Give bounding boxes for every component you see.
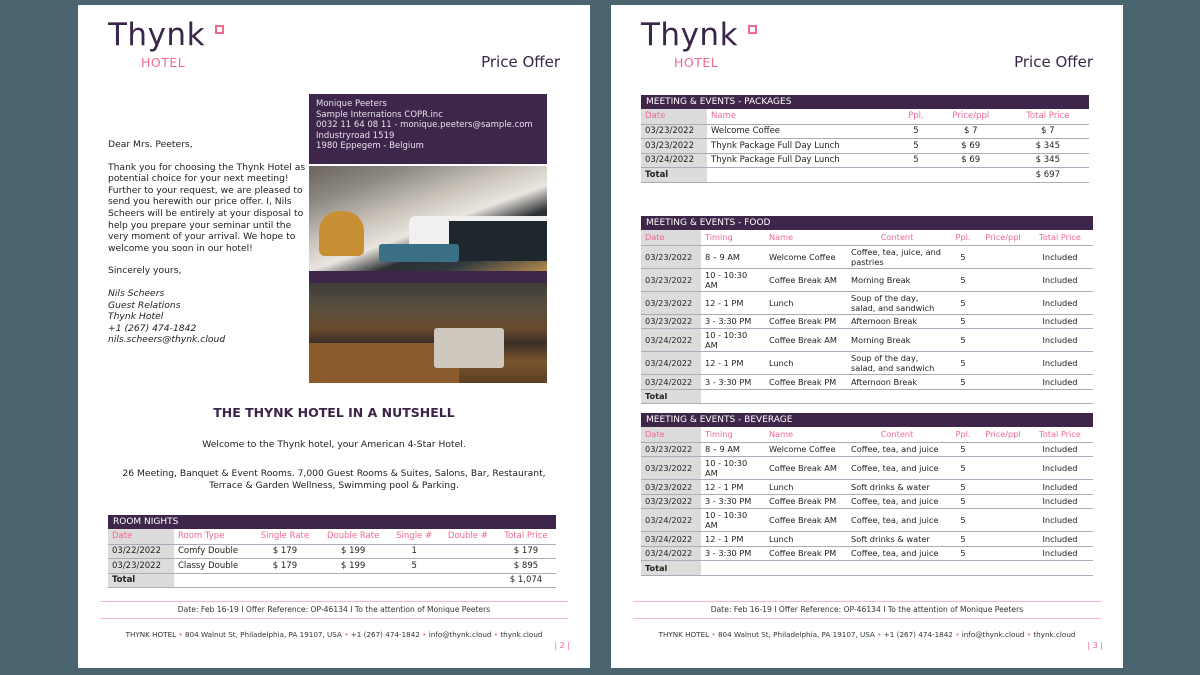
table-row [641, 375, 1093, 390]
table-cell: Welcome Coffee [765, 442, 847, 457]
signature-phone: +1 (267) 474-1842 [108, 322, 197, 334]
signature-email[interactable]: nils.scheers@thynk.cloud [108, 334, 226, 346]
table-cell: Ppl. [947, 427, 979, 442]
footer-website-link[interactable]: thynk.cloud [1033, 630, 1076, 639]
beverage-table [641, 413, 1093, 576]
document-title: Price Offer [1014, 53, 1093, 71]
table-cell: Included [1027, 291, 1093, 314]
table-row [641, 139, 1089, 154]
logo-wordmark: Thynk [641, 17, 739, 53]
table-cell: $ 345 [1007, 139, 1089, 154]
table-cell: $ 7 [935, 124, 1007, 139]
table-row [641, 352, 1093, 375]
table-cell: $ 7 [1007, 124, 1089, 139]
table-row [641, 291, 1093, 314]
table-cell: 03/24/2022 [641, 509, 701, 532]
table-cell: 5 [947, 457, 979, 480]
table-cell: 5 [947, 546, 979, 561]
column-headers [641, 427, 1093, 442]
table-cell: 3 - 3:30 PM [701, 546, 765, 561]
table-cell: 3 - 3:30 PM [701, 314, 765, 329]
footer-divider [633, 601, 1101, 602]
col-date: Date [108, 529, 174, 544]
logo-subtitle: HOTEL [141, 55, 186, 70]
table-cell: Total Price [1007, 109, 1089, 124]
cover-letter [108, 139, 308, 346]
table-cell [440, 544, 496, 559]
table-row [641, 480, 1093, 495]
table-cell: $ 345 [1007, 153, 1089, 168]
table-cell: Date [641, 109, 707, 124]
table-cell: Included [1027, 532, 1093, 547]
table-cell: 12 - 1 PM [701, 532, 765, 547]
col-single-count: Single # [388, 529, 439, 544]
table-cell: Soup of the day, salad, and sandwich [847, 352, 947, 375]
footer-offer-reference: Date: Feb 16-19 I Offer Reference: OP-46134 I To the attention of Monique Peeters [710, 605, 1024, 614]
table-cell: Included [1027, 268, 1093, 291]
table-cell [947, 389, 979, 404]
table-cell: Total [108, 573, 174, 588]
footer-address: THYNK HOTEL • 804 Walnut St, Philadelphia, PA 19107, USA • +1 (267) 474-1842 • info@thynk.cloud • thynk.cloud [658, 630, 1076, 639]
table-cell: Afternoon Break [847, 375, 947, 390]
table-cell [947, 561, 979, 576]
table-cell: Name [765, 230, 847, 245]
table-cell: 03/23/2022 [641, 480, 701, 495]
table-cell: $ 199 [318, 559, 389, 574]
table-cell: Date [641, 427, 701, 442]
food-table [641, 216, 1093, 404]
table-cell: 8 – 9 AM [701, 442, 765, 457]
table-cell: Content [847, 427, 947, 442]
table-cell: Lunch [765, 480, 847, 495]
table-title: MEETING & EVENTS - PACKAGES [641, 95, 1089, 109]
table-cell [174, 573, 252, 588]
nutshell-intro: Welcome to the Thynk hotel, your American 4-Star Hotel. [202, 439, 466, 450]
table-cell: 5 [897, 153, 935, 168]
table-row [108, 559, 556, 574]
thynk-hotel-logo [108, 17, 238, 73]
table-cell: 5 [897, 139, 935, 154]
table-cell: 8 – 9 AM [701, 245, 765, 268]
column-headers [641, 109, 1089, 124]
col-double-rate: Double Rate [318, 529, 389, 544]
table-cell: Coffee, tea, and juice [847, 494, 947, 509]
table-cell [318, 573, 389, 588]
footer-address: THYNK HOTEL • 804 Walnut St, Philadelphia, PA 19107, USA • +1 (267) 474-1842 • info@thynk.cloud • thynk.cloud [125, 630, 543, 639]
table-cell: Morning Break [847, 268, 947, 291]
table-cell: 03/22/2022 [108, 544, 174, 559]
table-cell: 10 - 10:30 AM [701, 268, 765, 291]
table-cell [847, 389, 947, 404]
table-cell: Name [707, 109, 897, 124]
table-cell: $ 199 [318, 544, 389, 559]
table-cell: Included [1027, 494, 1093, 509]
nutshell-amenities: 26 Meeting, Banquet & Event Rooms. 7,000 Guest Rooms & Suites, Salons, Bar, Restaurant, Terrace & Garden Wellness, Swimming pool & Parking. [122, 468, 546, 491]
table-cell: Coffee Break AM [765, 457, 847, 480]
letter-salutation: Dear Mrs. Peeters, [108, 139, 193, 150]
table-cell: 03/24/2022 [641, 375, 701, 390]
table-cell: Timing [701, 230, 765, 245]
table-cell: Price/ppl [935, 109, 1007, 124]
footer-website-link[interactable]: thynk.cloud [500, 630, 543, 639]
table-cell [440, 573, 496, 588]
total-row [641, 168, 1089, 183]
table-cell: 03/23/2022 [108, 559, 174, 574]
table-cell: Total [641, 561, 701, 576]
recipient-name: Monique Peeters [316, 99, 387, 109]
bullet-separator-icon: • [422, 630, 427, 639]
table-cell: Content [847, 230, 947, 245]
table-cell: Included [1027, 314, 1093, 329]
column-headers [641, 230, 1093, 245]
bullet-separator-icon: • [493, 630, 499, 639]
table-cell: Included [1027, 457, 1093, 480]
table-cell: Price/ppl [979, 427, 1027, 442]
table-cell: 12 - 1 PM [701, 291, 765, 314]
footer-divider [100, 618, 568, 619]
total-row [108, 573, 556, 588]
table-cell: 03/23/2022 [641, 494, 701, 509]
table-row [641, 314, 1093, 329]
table-cell: Thynk Package Full Day Lunch [707, 153, 897, 168]
logo-subtitle: HOTEL [674, 55, 719, 70]
table-cell: Afternoon Break [847, 314, 947, 329]
table-cell: 03/23/2022 [641, 291, 701, 314]
table-cell [440, 559, 496, 574]
footer-divider [100, 601, 568, 602]
table-cell: 10 - 10:30 AM [701, 457, 765, 480]
table-cell: Included [1027, 329, 1093, 352]
table-cell: Welcome Coffee [707, 124, 897, 139]
table-cell [979, 329, 1027, 352]
table-cell: $ 895 [496, 559, 556, 574]
table-cell: 5 [947, 245, 979, 268]
bullet-separator-icon: • [711, 630, 716, 639]
table-cell [979, 291, 1027, 314]
table-cell: 5 [897, 124, 935, 139]
table-cell [979, 480, 1027, 495]
signature-company: Thynk Hotel [108, 311, 164, 323]
table-cell: 03/23/2022 [641, 442, 701, 457]
table-cell: 5 [947, 329, 979, 352]
nutshell-heading: THE THYNK HOTEL IN A NUTSHELL [213, 405, 455, 420]
signature-block [108, 288, 308, 346]
table-cell: 5 [947, 314, 979, 329]
table-title: MEETING & EVENTS - BEVERAGE [641, 413, 1093, 427]
table-cell: Classy Double [174, 559, 252, 574]
table-cell: Coffee Break AM [765, 268, 847, 291]
table-cell [979, 375, 1027, 390]
table-cell [979, 442, 1027, 457]
table-row [641, 268, 1093, 291]
table-cell: Comfy Double [174, 544, 252, 559]
table-cell: $ 69 [935, 153, 1007, 168]
packages-table [641, 95, 1089, 183]
table-cell: 5 [388, 559, 439, 574]
table-cell: Included [1027, 442, 1093, 457]
table-cell: 03/23/2022 [641, 457, 701, 480]
table-cell: Ppl. [947, 230, 979, 245]
restaurant-photo [309, 283, 547, 383]
bullet-separator-icon: • [1026, 630, 1032, 639]
table-row [641, 124, 1089, 139]
table-cell [701, 389, 765, 404]
table-row [641, 457, 1093, 480]
table-cell: Coffee, tea, and juice [847, 546, 947, 561]
footer-email-link[interactable]: info@thynk.cloud [961, 630, 1025, 639]
table-row [641, 153, 1089, 168]
logo-square-icon [748, 25, 757, 34]
bullet-separator-icon: • [344, 630, 349, 639]
letter-body: Thank you for choosing the Thynk Hotel as potential choice for your next meeting! Further to your request, we are pleased to send you herewith our price offer. I, Nils Scheers will be entirely at your disposal to help you prepare your seminar until the very moment of your arrival. We hope to welcome you soon in our hotel! [108, 161, 306, 254]
table-cell: Lunch [765, 532, 847, 547]
table-cell: 5 [947, 375, 979, 390]
table-cell: 10 - 10:30 AM [701, 329, 765, 352]
room-nights-table [108, 515, 556, 588]
table-cell: 03/24/2022 [641, 153, 707, 168]
page-number: | 2 | [554, 641, 570, 650]
table-cell: 5 [947, 494, 979, 509]
table-cell: Soup of the day, salad, and sandwich [847, 291, 947, 314]
table-cell: 3 - 3:30 PM [701, 375, 765, 390]
total-row [641, 561, 1093, 576]
table-cell: Coffee Break PM [765, 375, 847, 390]
table-cell: Welcome Coffee [765, 245, 847, 268]
table-cell: 5 [947, 291, 979, 314]
table-cell [847, 561, 947, 576]
table-cell: 12 - 1 PM [701, 352, 765, 375]
recipient-company: Sample Internations COPR.inc [316, 109, 443, 120]
table-title: MEETING & EVENTS - FOOD [641, 216, 1093, 230]
table-cell: Total Price [1027, 427, 1093, 442]
table-row [108, 544, 556, 559]
table-row [641, 245, 1093, 268]
table-cell [979, 509, 1027, 532]
column-headers [108, 529, 556, 544]
table-cell: Lunch [765, 352, 847, 375]
table-cell: $ 179 [496, 544, 556, 559]
table-row [641, 532, 1093, 547]
table-cell: 03/23/2022 [641, 124, 707, 139]
footer-offer-reference: Date: Feb 16-19 I Offer Reference: OP-46134 I To the attention of Monique Peeters [177, 605, 491, 614]
col-total-price: Total Price [496, 529, 556, 544]
table-cell: Soft drinks & water [847, 532, 947, 547]
thynk-hotel-logo [641, 17, 771, 73]
table-cell: 5 [947, 268, 979, 291]
table-cell [979, 245, 1027, 268]
footer-email-link[interactable]: info@thynk.cloud [428, 630, 492, 639]
table-cell [701, 561, 765, 576]
table-cell [979, 494, 1027, 509]
table-cell: Ppl. [897, 109, 935, 124]
table-cell: Coffee Break PM [765, 546, 847, 561]
table-cell [897, 168, 935, 183]
table-cell: Thynk Package Full Day Lunch [707, 139, 897, 154]
table-cell: 10 - 10:30 AM [701, 509, 765, 532]
total-value: $ 1,074 [496, 573, 556, 588]
bullet-separator-icon: • [178, 630, 183, 639]
table-cell: Price/ppl [979, 230, 1027, 245]
table-row [641, 546, 1093, 561]
table-cell: Total [641, 168, 707, 183]
recipient-city: 1980 Eppegem - Belgium [316, 141, 424, 152]
table-cell: 5 [947, 532, 979, 547]
document-title: Price Offer [481, 53, 560, 71]
logo-wordmark: Thynk [108, 17, 206, 53]
table-cell: 5 [947, 442, 979, 457]
table-cell [979, 268, 1027, 291]
table-cell: Coffee, tea, juice, and pastries [847, 245, 947, 268]
table-row [641, 509, 1093, 532]
table-cell: 5 [947, 480, 979, 495]
col-room-type: Room Type [174, 529, 252, 544]
table-cell: 03/24/2022 [641, 329, 701, 352]
table-cell: $ 179 [252, 544, 318, 559]
table-cell: Date [641, 230, 701, 245]
logo-square-icon [215, 25, 224, 34]
table-cell: 5 [947, 352, 979, 375]
table-cell: 03/24/2022 [641, 352, 701, 375]
table-cell: $ 69 [935, 139, 1007, 154]
table-cell [1027, 561, 1093, 576]
signature-name: Nils Scheers [108, 287, 165, 299]
signature-role: Guest Relations [108, 299, 181, 311]
table-cell: Included [1027, 480, 1093, 495]
table-row [641, 494, 1093, 509]
table-cell: Total Price [1027, 230, 1093, 245]
table-cell [979, 314, 1027, 329]
total-row [641, 389, 1093, 404]
table-cell [979, 352, 1027, 375]
table-row [641, 442, 1093, 457]
table-cell: Included [1027, 245, 1093, 268]
col-single-rate: Single Rate [252, 529, 318, 544]
table-cell [765, 389, 847, 404]
table-cell: 03/24/2022 [641, 532, 701, 547]
table-cell: Coffee, tea, and juice [847, 457, 947, 480]
table-cell: 03/24/2022 [641, 546, 701, 561]
table-cell: $ 179 [252, 559, 318, 574]
table-cell: Coffee Break AM [765, 509, 847, 532]
table-cell: 03/23/2022 [641, 139, 707, 154]
table-cell: 03/23/2022 [641, 314, 701, 329]
table-cell [388, 573, 439, 588]
table-cell [707, 168, 897, 183]
letter-closing: Sincerely yours, [108, 265, 182, 277]
recipient-street: Industryroad 1519 [316, 130, 395, 141]
table-cell [979, 532, 1027, 547]
table-title: ROOM NIGHTS [108, 515, 556, 529]
total-value: $ 697 [1007, 168, 1089, 183]
photo-divider [309, 271, 547, 283]
table-cell [979, 457, 1027, 480]
recipient-address-box [309, 94, 547, 164]
table-cell [979, 389, 1027, 404]
table-cell: Morning Break [847, 329, 947, 352]
footer-divider [633, 618, 1101, 619]
table-cell: 03/23/2022 [641, 245, 701, 268]
table-cell: Included [1027, 352, 1093, 375]
table-cell: Timing [701, 427, 765, 442]
table-cell: Coffee, tea, and juice [847, 442, 947, 457]
table-cell: Soft drinks & water [847, 480, 947, 495]
table-cell: Coffee Break AM [765, 329, 847, 352]
table-cell [935, 168, 1007, 183]
table-cell: 5 [947, 509, 979, 532]
table-cell: 03/23/2022 [641, 268, 701, 291]
page-2 [78, 5, 590, 668]
table-cell: Coffee Break PM [765, 494, 847, 509]
table-cell: Included [1027, 546, 1093, 561]
table-cell: 3 - 3:30 PM [701, 494, 765, 509]
bullet-separator-icon: • [955, 630, 960, 639]
col-double-count: Double # [440, 529, 496, 544]
table-cell: Coffee Break PM [765, 314, 847, 329]
table-cell: Coffee, tea, and juice [847, 509, 947, 532]
table-cell: 12 - 1 PM [701, 480, 765, 495]
page-3 [611, 5, 1123, 668]
hotel-room-photo [309, 166, 547, 271]
bullet-separator-icon: • [877, 630, 882, 639]
table-cell: 1 [388, 544, 439, 559]
table-cell [979, 546, 1027, 561]
table-cell: Lunch [765, 291, 847, 314]
recipient-contact: 0032 11 64 08 11 - monique.peeters@sample.com [316, 120, 533, 131]
table-cell: Total [641, 389, 701, 404]
table-row [641, 329, 1093, 352]
table-cell: Included [1027, 375, 1093, 390]
page-number: | 3 | [1087, 641, 1103, 650]
table-cell: Name [765, 427, 847, 442]
table-cell [979, 561, 1027, 576]
table-cell [765, 561, 847, 576]
table-cell [252, 573, 318, 588]
table-cell: Included [1027, 509, 1093, 532]
table-cell [1027, 389, 1093, 404]
